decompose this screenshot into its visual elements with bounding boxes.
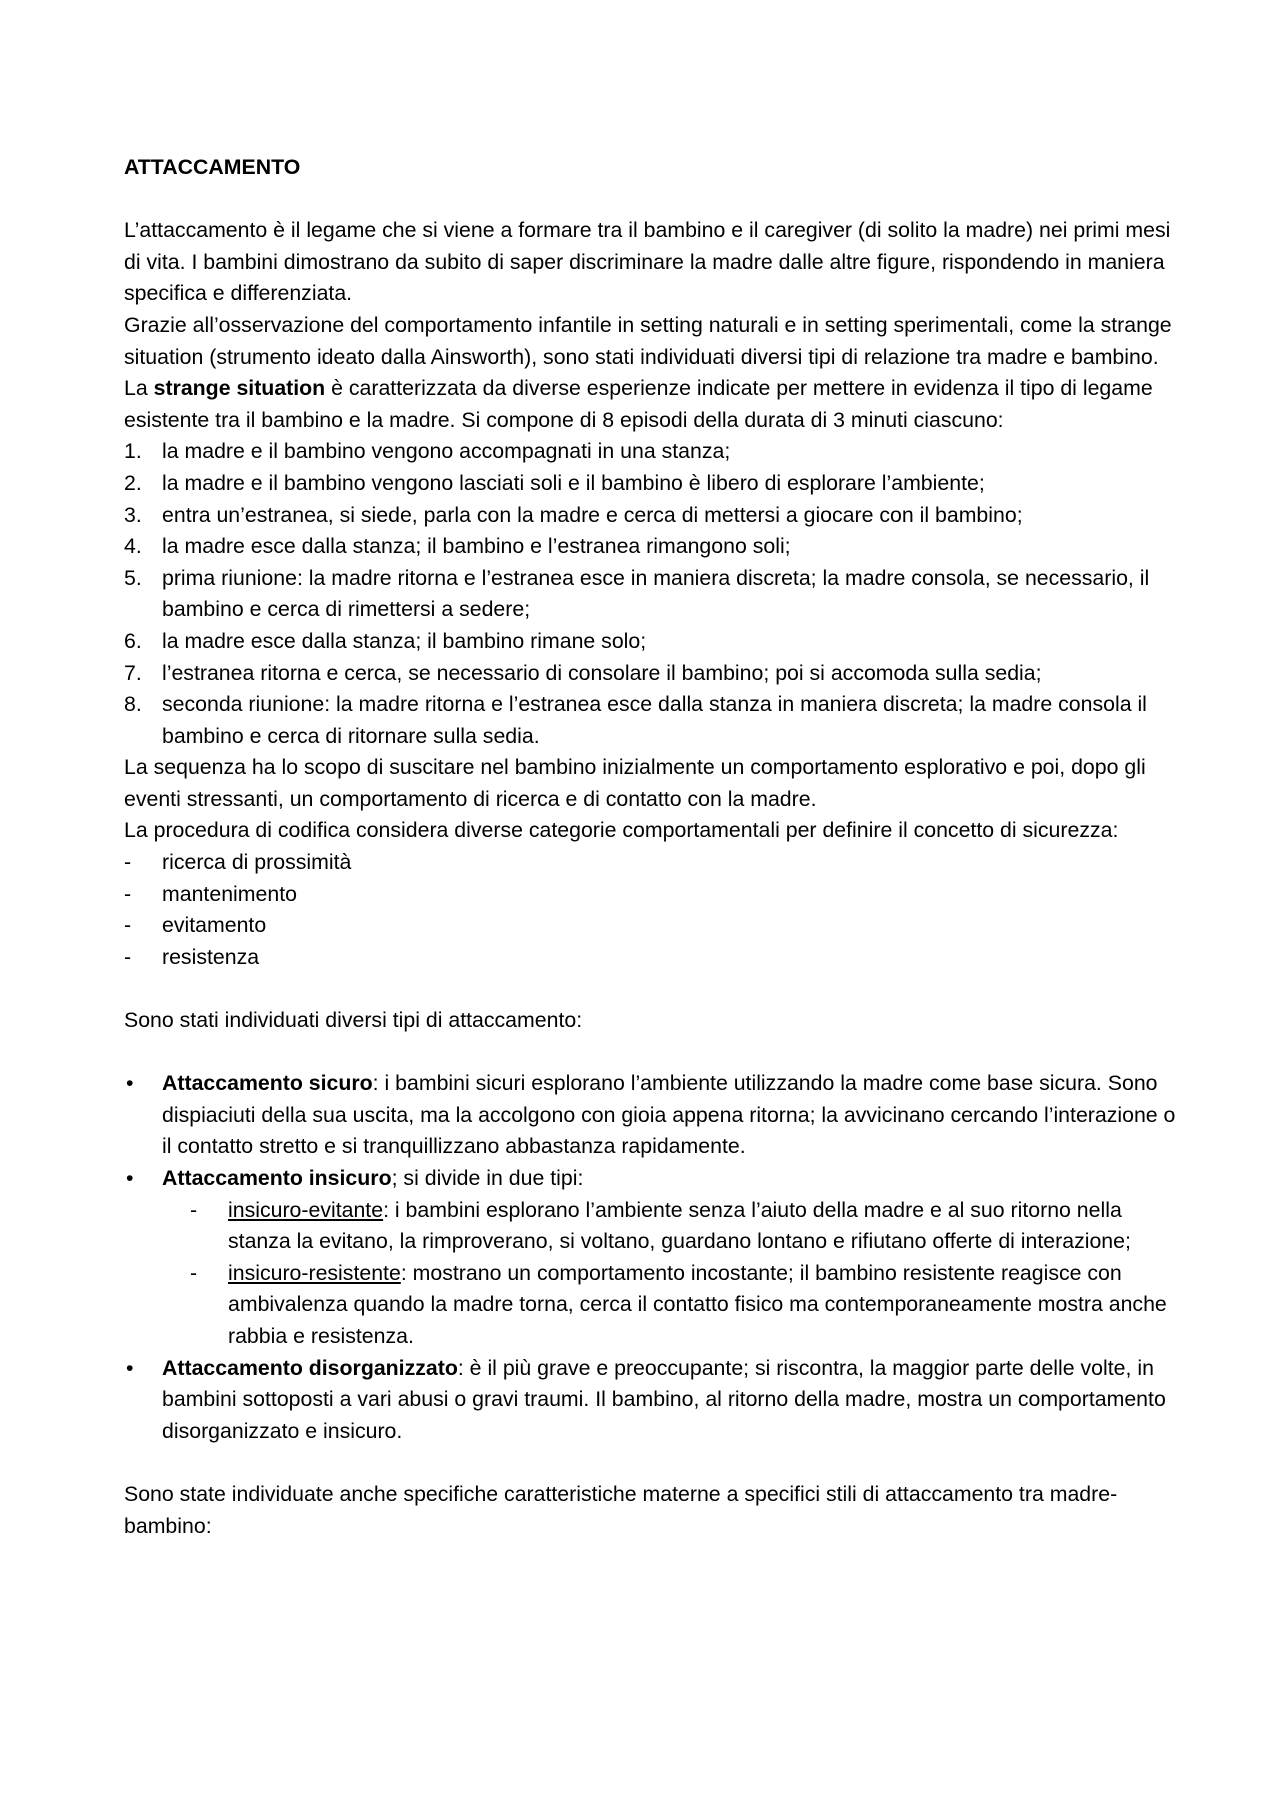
list-number: 2. [124, 470, 142, 495]
types-intro: Sono stati individuati diversi tipi di attaccamento: [124, 1008, 583, 1033]
list-text: resistenza [162, 944, 260, 969]
categories-list [124, 847, 1184, 973]
list-item [124, 468, 1184, 500]
list-text: ricerca di prossimità [162, 850, 352, 875]
list-text: la madre e il bambino vengono lasciati soli e il bambino è libero di esplorare l’ambiente; [162, 470, 985, 495]
list-item-disorganized [124, 1353, 1184, 1448]
list-item-secure [124, 1068, 1184, 1163]
list-number: 6. [124, 628, 142, 653]
intro-paragraph-1: L’attaccamento è il legame che si viene a formare tra il bambino e il caregiver (di solito la madre) nei primi mesi di vita. I bambini dimostrano da subito di saper discriminare la madre dalle altre figure, rispondendo in maniera specifica e differenziata. [124, 218, 1171, 306]
list-text: entra un’estranea, si siede, parla con la madre e cerca di mettersi a giocare con il bambino; [162, 502, 1023, 527]
list-item [124, 626, 1184, 658]
type-text: : i bambini sicuri esplorano l’ambiente utilizzando la madre come base sicura. Sono dispiaciuti della sua uscita, ma la accolgono con gioia appena ritorna; la avvicinano cercando l’interazione o il contatto stretto e si tranquillizzano abbastanza rapidamente. [162, 1071, 1176, 1159]
list-item-insecure [124, 1163, 1184, 1353]
list-number: 7. [124, 660, 142, 685]
spacer [124, 1447, 1184, 1479]
list-item [124, 531, 1184, 563]
type-text: : è il più grave e preoccupante; si riscontra, la maggior parte delle volte, in bambini sottoposti a vari abusi o gravi traumi. Il bambino, al ritorno della madre, mostra un comportamento disorganizzato e insicuro. [162, 1355, 1166, 1443]
list-text: mantenimento [162, 881, 297, 906]
bullet-marker: • [126, 1355, 134, 1380]
list-text: l’estranea ritorna e cerca, se necessario di consolare il bambino; poi si accomoda sulla sedia; [162, 660, 1042, 685]
dash-marker: - [124, 850, 132, 875]
episodes-list [124, 436, 1184, 752]
list-item [124, 658, 1184, 690]
strange-lead: La [124, 376, 154, 401]
list-text [162, 1163, 1184, 1353]
list-item [124, 436, 1184, 468]
subtype-label: insicuro-resistente [228, 1260, 401, 1285]
dash-marker: - [190, 1197, 198, 1222]
list-number: 1. [124, 439, 142, 464]
list-text [162, 1353, 1184, 1448]
strange-situation-term: strange situation [153, 376, 326, 401]
subtype-text: : mostrano un comportamento incostante; il bambino resistente reagisce con ambivalenza quando la madre torna, cerca il contatto fisico ma contemporaneamente mostra anche rabbia e resistenza. [228, 1260, 1167, 1348]
dash-marker: - [124, 944, 132, 969]
strange-situation-paragraph [124, 373, 1184, 436]
list-item [124, 500, 1184, 532]
dash-marker: - [190, 1260, 198, 1285]
list-text: la madre esce dalla stanza; il bambino rimane solo; [162, 628, 647, 653]
subtype-label: insicuro-evitante [228, 1197, 384, 1222]
dash-marker: - [124, 913, 132, 938]
strange-rest: è caratterizzata da diverse esperienze indicate per mettere in evidenza il tipo di legame esistente tra il bambino e la madre. Si compone di 8 episodi della durata di 3 minuti ciascuno: [124, 376, 1153, 432]
list-item [190, 1195, 1184, 1258]
list-number: 4. [124, 534, 142, 559]
closing-paragraph: Sono state individuate anche specifiche caratteristiche materne a specifici stili di attaccamento tra madre-bambino: [124, 1481, 1118, 1538]
bullet-marker: • [126, 1071, 134, 1096]
list-item [124, 910, 1184, 942]
list-text: evitamento [162, 913, 267, 938]
coding-paragraph: La procedura di codifica considera diverse categorie comportamentali per definire il concetto di sicurezza: [124, 818, 1119, 843]
list-item [190, 1258, 1184, 1353]
list-item [124, 847, 1184, 879]
list-item [124, 879, 1184, 911]
insecure-subtypes [162, 1195, 1184, 1353]
type-text: ; si divide in due tipi: [391, 1166, 584, 1190]
spacer [124, 1037, 1184, 1069]
dash-marker: - [124, 881, 132, 906]
list-text: prima riunione: la madre ritorna e l’estranea esce in maniera discreta; la madre consola, se necessario, il bambino e cerca di rimettersi a sedere; [162, 565, 1150, 622]
type-label: Attaccamento insicuro [162, 1166, 392, 1190]
list-item [124, 942, 1184, 974]
list-number: 5. [124, 565, 142, 590]
spacer [124, 973, 1184, 1005]
list-text [162, 1068, 1184, 1163]
list-text: la madre esce dalla stanza; il bambino e l’estranea rimangono soli; [162, 534, 791, 559]
type-label: Attaccamento sicuro [162, 1071, 373, 1096]
spacer [124, 184, 1184, 216]
type-label: Attaccamento disorganizzato [162, 1355, 458, 1380]
document-page [124, 152, 1184, 1542]
list-number: 8. [124, 692, 142, 717]
subtype-text: : i bambini esplorano l’ambiente senza l’aiuto della madre e al suo ritorno nella stanza la evitano, la rimproverano, si voltano, guardano lontano e rifiutano offerte di interazione; [228, 1197, 1131, 1254]
list-text: la madre e il bambino vengono accompagnati in una stanza; [162, 439, 731, 464]
bullet-marker: • [126, 1166, 134, 1190]
intro-paragraph-2: Grazie all’osservazione del comportamento infantile in setting naturali e in setting sperimentali, come la strange situation (strumento ideato dalla Ainsworth), sono stati individuati diversi tipi di relazione tra madre e bambino. [124, 312, 1172, 369]
document-title: ATTACCAMENTO [124, 155, 301, 179]
attachment-types-list [124, 1068, 1184, 1447]
list-item [124, 689, 1184, 752]
list-number: 3. [124, 502, 142, 527]
list-text [228, 1195, 1184, 1258]
sequence-paragraph: La sequenza ha lo scopo di suscitare nel bambino inizialmente un comportamento esplorativo e poi, dopo gli eventi stressanti, un comportamento di ricerca e di contatto con la madre. [124, 755, 1146, 811]
list-text [228, 1258, 1184, 1353]
list-item [124, 563, 1184, 626]
list-text: seconda riunione: la madre ritorna e l’estranea esce dalla stanza in maniera discreta; la madre consola il bambino e cerca di ritornare sulla sedia. [162, 692, 1147, 748]
